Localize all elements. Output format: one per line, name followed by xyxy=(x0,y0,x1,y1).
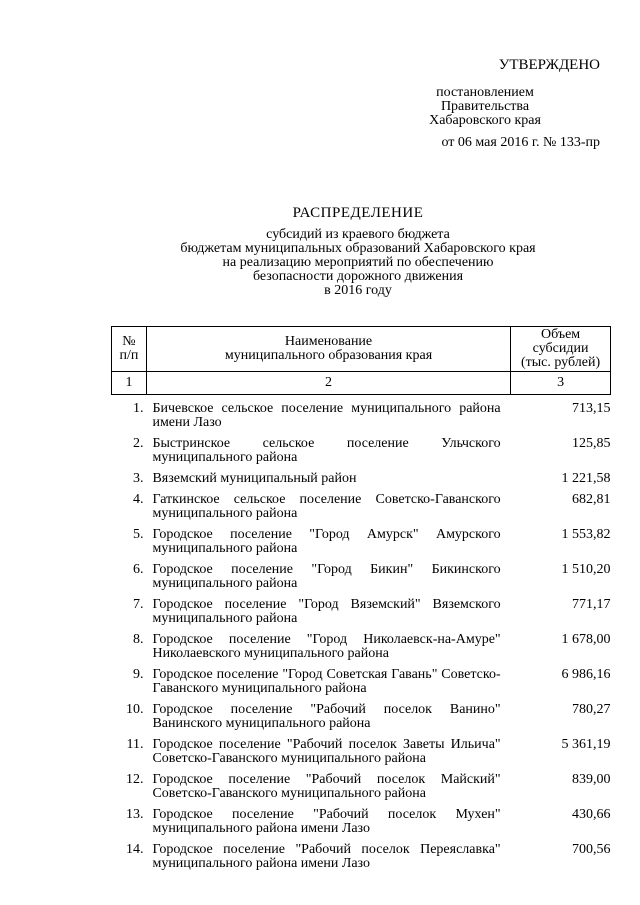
row-subsidy-amount: 1 678,00 xyxy=(561,632,611,647)
row-number: 3. xyxy=(132,471,144,486)
row-number: 11. xyxy=(126,737,144,752)
table-body xyxy=(112,395,611,877)
approval-date: от 06 мая 2016 г. № 133-пр xyxy=(441,135,600,150)
title-line-4: безопасности дорожного движения xyxy=(252,269,464,284)
table-row xyxy=(112,395,611,436)
row-subsidy-amount: 780,27 xyxy=(572,702,611,717)
distribution-table xyxy=(111,326,611,876)
row-subsidy-amount: 6 986,16 xyxy=(561,667,611,682)
row-subsidy-amount: 771,17 xyxy=(572,597,611,612)
row-municipality-name: Городское поселение "Город Вяземский" Вяземского муниципального района xyxy=(152,597,501,626)
row-subsidy-amount: 1 221,58 xyxy=(561,471,611,486)
approval-line-1: постановлением xyxy=(436,85,534,100)
row-municipality-name: Городское поселение "Рабочий поселок Заветы Ильича" Советско-Гаванского муниципального района xyxy=(152,737,501,766)
column-number: 2 xyxy=(146,372,510,395)
row-number: 10. xyxy=(125,702,144,717)
row-subsidy-amount: 713,15 xyxy=(572,401,611,416)
title-line-5: в 2016 году xyxy=(324,283,392,298)
row-number: 13. xyxy=(125,807,144,822)
row-subsidy-amount: 5 361,19 xyxy=(561,737,611,752)
row-number: 12. xyxy=(125,772,144,787)
table-row xyxy=(112,666,611,701)
row-number: 8. xyxy=(132,632,144,647)
table-row xyxy=(112,561,611,596)
row-number: 5. xyxy=(132,527,144,542)
row-municipality-name: Городское поселение "Рабочий поселок Мухен" муниципального района имени Лазо xyxy=(152,807,501,836)
row-subsidy-amount: 1 553,82 xyxy=(561,527,611,542)
approval-stamp: УТВЕРЖДЕНО xyxy=(498,57,600,73)
table-row xyxy=(112,771,611,806)
row-municipality-name: Городское поселение "Рабочий поселок Ванино" Ванинского муниципального района xyxy=(152,702,501,731)
table-header-row xyxy=(112,327,611,372)
row-municipality-name: Быстринское сельское поселение Ульчского муниципального района xyxy=(152,436,501,465)
table-row xyxy=(112,470,611,491)
row-number: 4. xyxy=(132,492,144,507)
header-name: Наименование муниципального образования края xyxy=(146,327,510,372)
column-number: 1 xyxy=(112,372,147,395)
table-row xyxy=(112,841,611,876)
table-row xyxy=(112,806,611,841)
header-amount: Объем субсидии (тыс. рублей) xyxy=(511,327,611,372)
table-row xyxy=(112,491,611,526)
approval-line-2: Правительства xyxy=(440,99,530,114)
row-number: 9. xyxy=(132,667,144,682)
row-municipality-name: Городское поселение "Город Николаевск-на-Амуре" Николаевского муниципального района xyxy=(152,632,501,661)
row-number: 7. xyxy=(132,597,144,612)
row-subsidy-amount: 839,00 xyxy=(572,772,611,787)
row-municipality-name: Городское поселение "Рабочий поселок Переяславка" муниципального района имени Лазо xyxy=(152,842,501,871)
table-row xyxy=(112,526,611,561)
title-line-2: бюджетам муниципальных образований Хабаровского края xyxy=(180,241,536,256)
row-subsidy-amount: 430,66 xyxy=(572,807,611,822)
document-title xyxy=(0,206,640,298)
approval-line-3: Хабаровского края xyxy=(429,113,541,128)
row-municipality-name: Бичевское сельское поселение муниципального района имени Лазо xyxy=(152,401,501,430)
row-subsidy-amount: 682,81 xyxy=(572,492,611,507)
row-municipality-name: Городское поселение "Город Советская Гавань" Советско-Гаванского муниципального района xyxy=(152,667,501,696)
row-municipality-name: Городское поселение "Город Амурск" Амурского муниципального района xyxy=(152,527,501,556)
title-heading: РАСПРЕДЕЛЕНИЕ xyxy=(292,205,424,221)
title-line-1: субсидий из краевого бюджета xyxy=(266,227,450,242)
row-number: 2. xyxy=(132,436,144,451)
row-number: 1. xyxy=(132,401,144,416)
approval-block xyxy=(380,56,600,150)
row-municipality-name: Городское поселение "Рабочий поселок Майский" Советско-Гаванского муниципального района xyxy=(152,772,501,801)
row-municipality-name: Вяземский муниципальный район xyxy=(152,471,357,486)
column-number: 3 xyxy=(511,372,611,395)
row-municipality-name: Городское поселение "Город Бикин" Бикинского муниципального района xyxy=(152,562,501,591)
row-number: 6. xyxy=(132,562,144,577)
header-number: № п/п xyxy=(112,327,147,372)
table-row xyxy=(112,631,611,666)
table-row xyxy=(112,596,611,631)
row-municipality-name: Гаткинское сельское поселение Советско-Гаванского муниципального района xyxy=(152,492,501,521)
row-number: 14. xyxy=(125,842,144,857)
title-line-3: на реализацию мероприятий по обеспечению xyxy=(222,255,494,270)
table-row xyxy=(112,701,611,736)
column-number-row xyxy=(112,372,611,395)
table-row xyxy=(112,736,611,771)
row-subsidy-amount: 700,56 xyxy=(572,842,611,857)
row-subsidy-amount: 1 510,20 xyxy=(561,562,611,577)
row-subsidy-amount: 125,85 xyxy=(572,436,611,451)
table-row xyxy=(112,435,611,470)
